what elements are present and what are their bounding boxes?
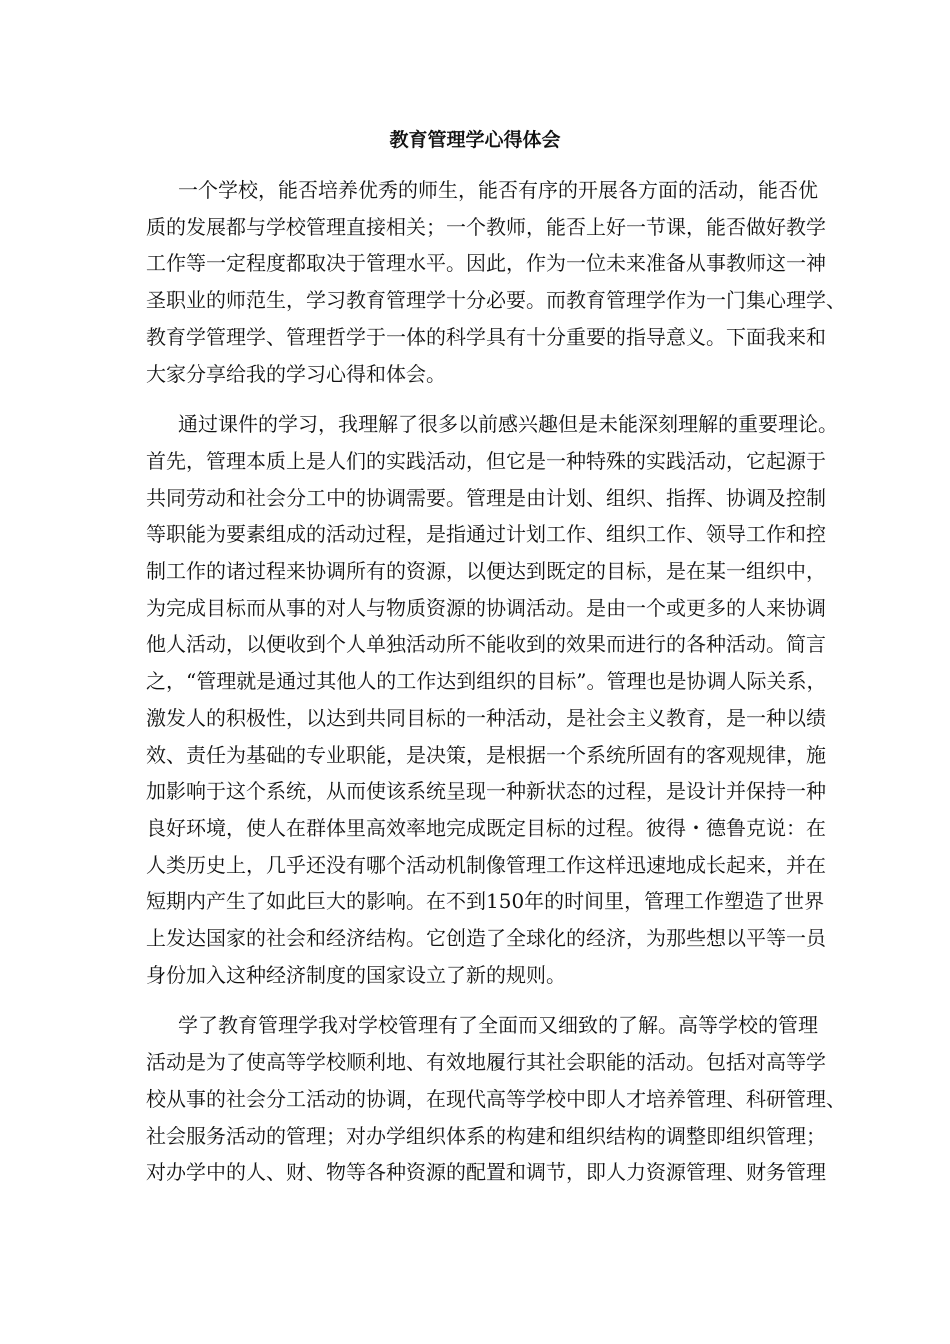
text-line: 制工作的诸过程来协调所有的资源，以便达到既定的目标，是在某一组织中， [146,559,826,584]
text-line: 质的发展都与学校管理直接相关；一个教师，能否上好一节课，能否做好教学 [146,214,826,239]
text-line: 人类历史上，几乎还没有哪个活动机制像管理工作这样迅速地成长起来，并在 [146,852,826,877]
paragraph-2 [146,406,838,993]
text-line: 社会服务活动的管理；对办学组织体系的构建和组织结构的调整即组织管理； [146,1123,826,1148]
text-line: 效、责任为基础的专业职能，是决策，是根据一个系统所固有的客观规律，施 [146,742,826,767]
text-line: 活动是为了使高等学校顺利地、有效地履行其社会职能的活动。包括对高等学 [146,1050,826,1075]
text-line: 一个学校，能否培养优秀的师生，能否有序的开展各方面的活动，能否优 [178,178,818,202]
text-line: 为完成目标而从事的对人与物质资源的协调活动。是由一个或更多的人来协调 [146,595,826,620]
text-line: 加影响于这个系统，从而使该系统呈现一种新状态的过程，是设计并保持一种 [146,779,826,804]
text-line: 良好环境，使人在群体里高效率地完成既定目标的过程。彼得・德鲁克说：在 [146,815,826,840]
text-line: 激发人的积极性，以达到共同目标的一种活动，是社会主义教育，是一种以绩 [146,705,826,730]
text-line: 圣职业的师范生，学习教育管理学十分必要。而教育管理学作为一门集心理学、 [146,288,846,313]
text-line: 通过课件的学习，我理解了很多以前感兴趣但是未能深刻理解的重要理论。 [178,412,838,437]
text-line: 大家分享给我的学习心得和体会。 [146,361,446,386]
text-line: 共同劳动和社会分工中的协调需要。管理是由计划、组织、指挥、协调及控制 [146,485,826,510]
text-line: 学了教育管理学我对学校管理有了全面而又细致的了解。高等学校的管理 [178,1013,818,1038]
text-line: 校从事的社会分工活动的协调，在现代高等学校中即人才培养管理、科研管理、 [146,1086,846,1111]
text-line: 身份加入这种经济制度的国家设立了新的规则。 [146,962,566,987]
text-line: 之，“管理就是通过其他人的工作达到组织的目标”。管理也是协调人际关系， [146,669,827,694]
text-line: 短期内产生了如此巨大的影响。在不到150年的时间里，管理工作塑造了世界 [146,889,825,914]
text-line: 他人活动，以便收到个人单独活动所不能收到的效果而进行的各种活动。简言 [146,632,826,657]
text-line: 对办学中的人、财、物等各种资源的配置和调节，即人力资源管理、财务管理 [146,1160,826,1185]
text-line: 上发达国家的社会和经济结构。它创造了全球化的经济，为那些想以平等一员 [146,926,826,951]
paragraph-3 [146,1007,846,1191]
document-title: 教育管理学心得体会 [389,129,561,151]
document-body [146,172,846,1205]
text-line: 教育学管理学、管理哲学于一体的科学具有十分重要的指导意义。下面我来和 [146,324,826,349]
text-line: 工作等一定程度都取决于管理水平。因此，作为一位未来准备从事教师这一神 [146,251,826,276]
text-line: 首先，管理本质上是人们的实践活动，但它是一种特殊的实践活动，它起源于 [146,448,826,473]
text-line: 等职能为要素组成的活动过程，是指通过计划工作、组织工作、领导工作和控 [146,522,826,547]
paragraph-1 [146,172,846,392]
